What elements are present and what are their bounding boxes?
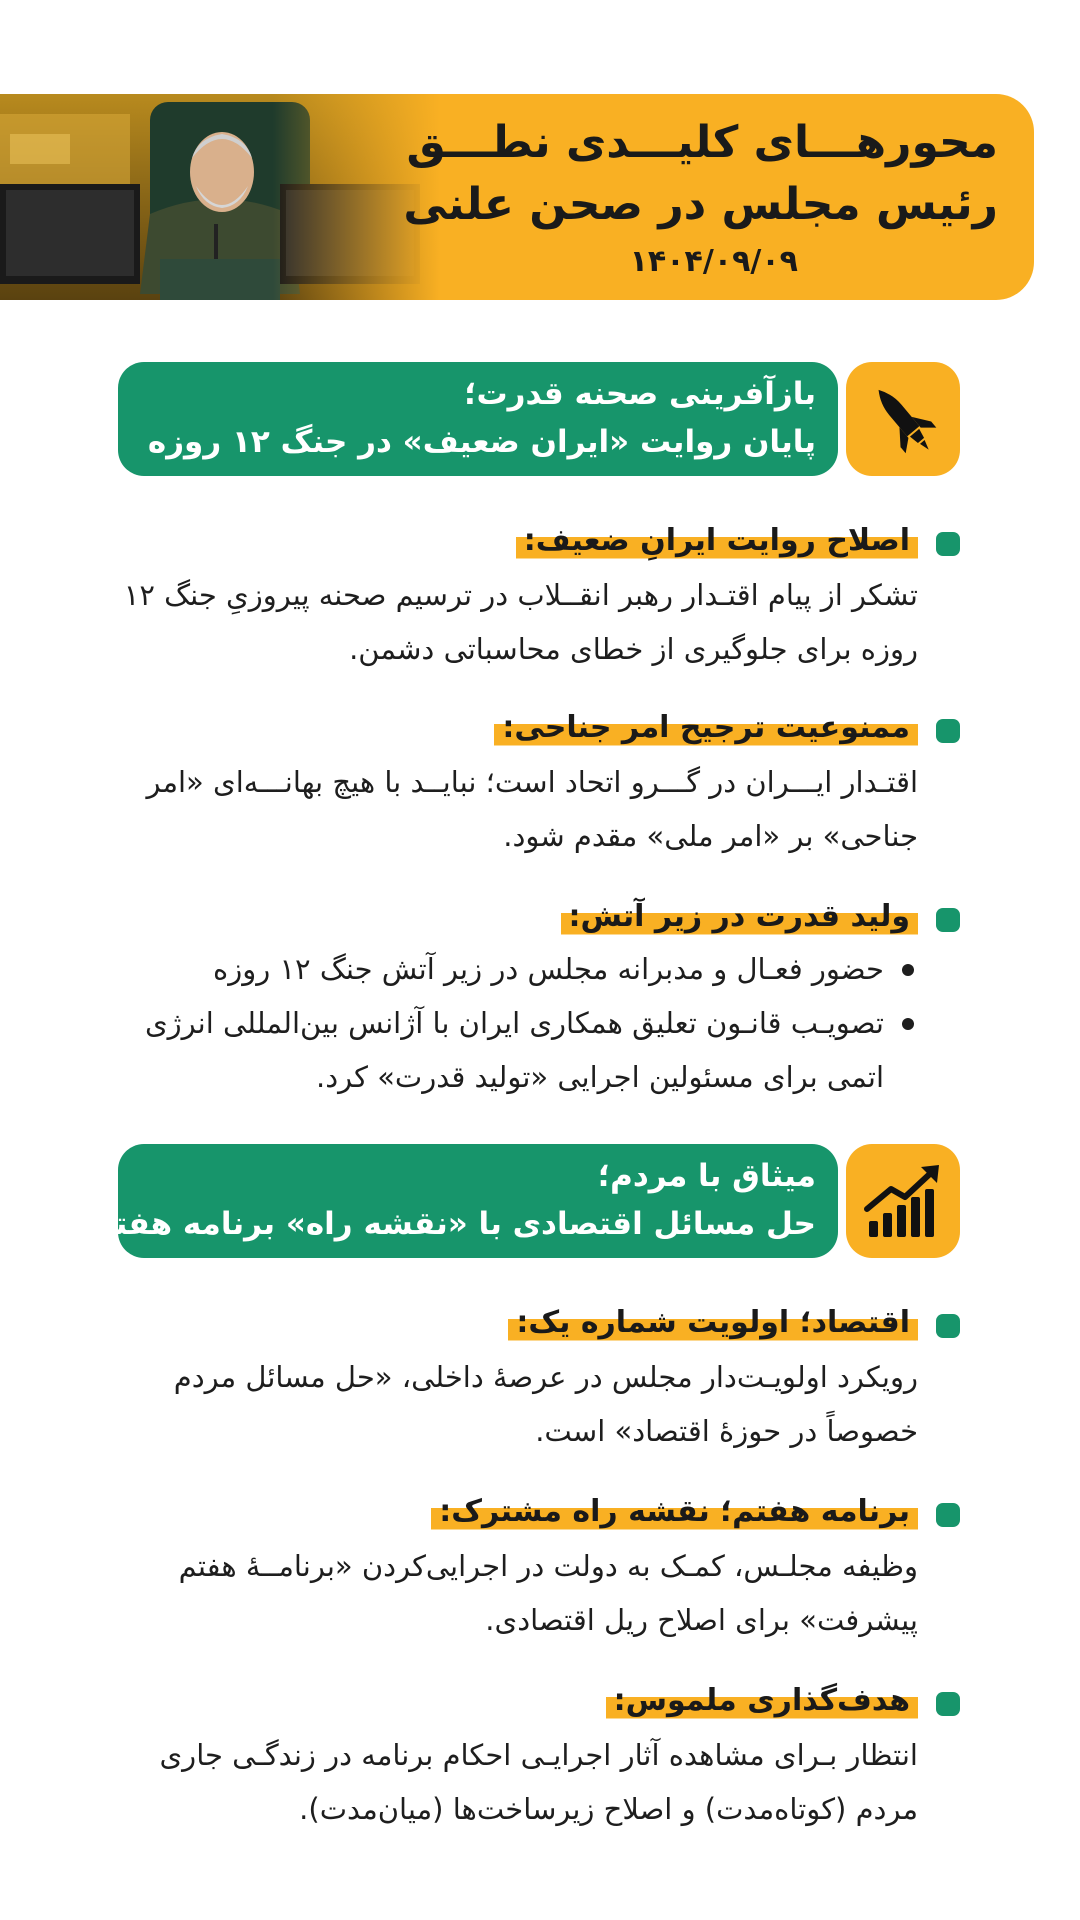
sub-bullet-item <box>118 942 918 996</box>
bullet-marker <box>936 1503 960 1527</box>
item-body: انتظار بـرای مشاهده آثار اجرایـی احکام برنامه در زندگـی جاری مردم (کوتاه‌مدت) و اصلاح زیرساخت‌ها (میان‌مدت). <box>159 1738 918 1826</box>
bullet-marker <box>936 532 960 556</box>
page-title <box>398 112 998 236</box>
missile-icon <box>846 362 960 476</box>
list-item <box>118 520 960 676</box>
bullet-marker <box>936 1314 960 1338</box>
date-label: ۱۴۰۴/۰۹/۰۹ <box>629 244 798 279</box>
bullet-marker <box>936 1692 960 1716</box>
sub-bullet-text: حضور فعـال و مدبرانه مجلس در زیر آتش جنگ ۱۲ روزه <box>213 952 884 986</box>
dot-icon <box>902 1018 914 1030</box>
item-body: تشکر از پیام اقتـدار رهبر انقــلاب در ترسیم صحنه پیروزیِ جنگ ۱۲ روزه برای جلوگیری از خطای محاسباتی دشمن. <box>123 578 918 666</box>
dot-icon <box>902 964 914 976</box>
sub-bullet-text: تصویـب قانـون تعلیق همکاری ایران با آژانس بین‌المللی انرژی اتمی برای مسئولین اجرایی «تولید قدرت» کرد. <box>144 1006 884 1094</box>
item-title: ممنوعیت ترجیح امر جناحی: <box>494 707 918 749</box>
list-item <box>118 1491 960 1647</box>
section-heading <box>118 362 838 476</box>
page-title-line-1: محورهـــای کلیـــدی نطـــق <box>406 117 998 168</box>
page-title-line-2: رئیس مجلس در صحن علنی <box>403 179 998 230</box>
item-title: ولید قدرت در زیر آتش: <box>561 896 918 938</box>
item-title: برنامه هفتم؛ نقشه راه مشترک: <box>431 1491 918 1533</box>
list-item <box>118 1302 960 1458</box>
item-title: اقتصاد؛ اولویت شماره یک: <box>508 1302 918 1344</box>
section-heading-line-2: حل مسائل اقتصادی با «نقشه راه» برنامه هفتم <box>91 1206 816 1242</box>
section-heading <box>91 1144 838 1258</box>
speaker-photo <box>0 94 440 300</box>
list-item <box>118 1680 960 1836</box>
list-item <box>118 707 960 863</box>
section-heading-line-1: میثاق با مردم؛ <box>597 1158 816 1194</box>
item-title: هدف‌گذاری ملموس: <box>606 1680 918 1722</box>
section-heading-line-1: بازآفرینی صحنه قدرت؛ <box>464 376 816 412</box>
section-heading-line-2: پایان روایت «ایران ضعیف» در جنگ ۱۲ روزه <box>147 424 816 460</box>
header-banner <box>0 94 1034 300</box>
bullet-marker <box>936 908 960 932</box>
list-item <box>118 896 960 1104</box>
item-body: وظیفه مجلـس، کمـک به دولت در اجرایی‌کردن «برنامــهٔ هفتم پیشرفت» برای اصلاح ریل اقتصادی. <box>178 1549 918 1637</box>
sub-bullet-list <box>118 942 918 1104</box>
section-banner-economy <box>91 1144 960 1258</box>
section-banner-power <box>118 362 960 476</box>
bullet-marker <box>936 719 960 743</box>
item-title: اصلاح روایت ایرانِ ضعیف: <box>516 520 918 562</box>
item-body: رویکرد اولویـت‌دار مجلس در عرصهٔ داخلی، «حل مسائل مردم خصوصاً در حوزهٔ اقتصاد» است. <box>173 1360 918 1448</box>
item-body: اقتـدار ایـــران در گـــرو اتحاد است؛ نبایــد با هیچ بهانـــه‌ای «امر جناحی» بر «امر ملی» مقدم شود. <box>146 765 918 853</box>
sub-bullet-item <box>118 996 918 1104</box>
growth-chart-icon <box>846 1144 960 1258</box>
